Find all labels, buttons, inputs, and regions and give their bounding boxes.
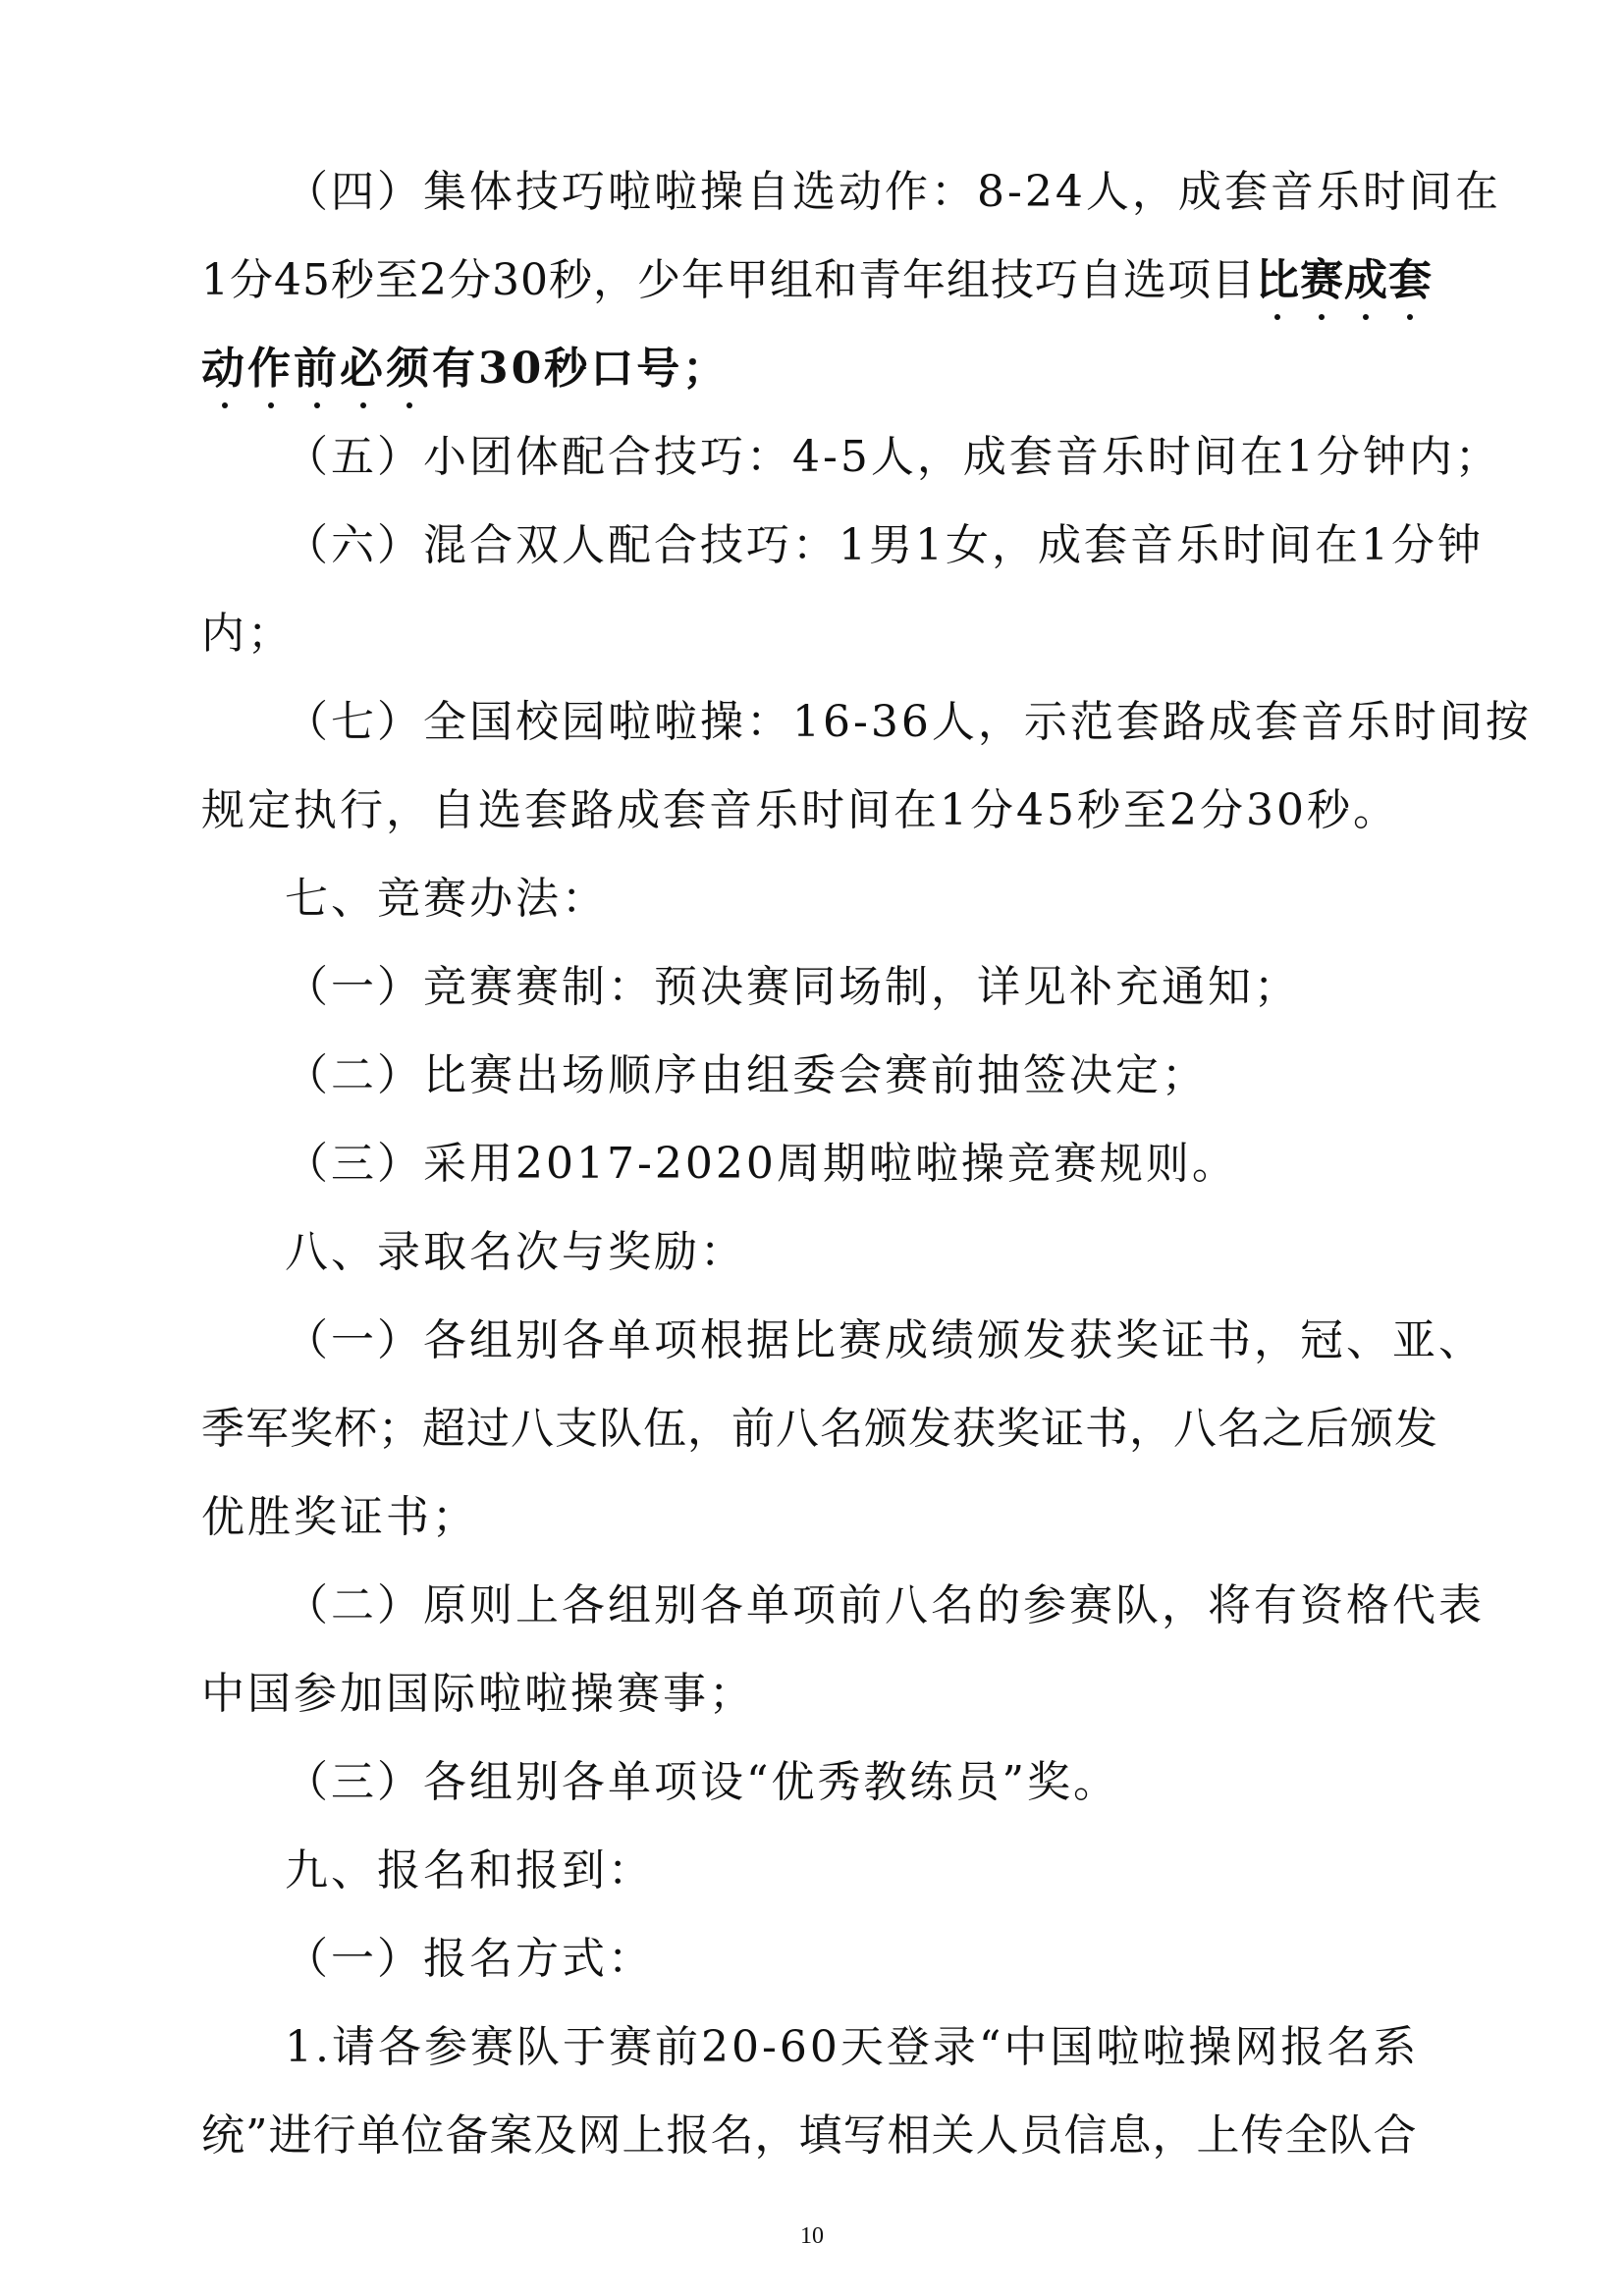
section-heading: 九、报名和报到： [285,1845,654,1896]
text-line [201,251,1438,310]
text-line: 统”进行单位备案及网上报名，填写相关人员信息，上传全队合 [201,2110,1418,2161]
emphasis-line-dotted [201,340,1438,399]
emphasis-dot-char: 比 [1256,251,1300,310]
text-line: （二）原则上各组别各单项前八名的参赛队，将有资格代表 [285,1580,1485,1630]
text-line: （二）比赛出场顺序由组委会赛前抽签决定； [285,1050,1208,1100]
emphasis-dot-char: 动 [201,340,247,399]
text-line: 规定执行，自选套路成套音乐时间在1分45秒至2分30秒。 [201,785,1399,835]
text-span: 1分45秒至2分30秒，少年甲组和青年组技巧自选项目 [201,255,1256,305]
emphasis-char: 秒 [544,344,591,394]
text-line: 内； [201,609,294,659]
text-line: 优胜奖证书； [201,1492,478,1542]
emphasis-dot-char: 前 [294,340,340,399]
emphasis-dot-char: 成 [1344,251,1388,310]
emphasis-char: 号 [636,344,683,394]
text-line: 季军奖杯；超过八支队伍，前八名颁发获奖证书，八名之后颁发 [201,1404,1438,1454]
emphasis-dot-char: 赛 [1300,251,1344,310]
text-line: （三）各组别各单项设“优秀教练员”奖。 [285,1757,1119,1807]
text-line: （七）全国校园啦啦操：16-36人，示范套路成套音乐时间按 [285,697,1532,747]
text-line: 1.请各参赛队于赛前20-60天登录“中国啦啦操网报名系 [285,2022,1420,2072]
emphasis-dot-char: 套 [1388,251,1433,310]
text-line: （四）集体技巧啦啦操自选动作：8-24人，成套音乐时间在 [285,167,1501,217]
section-heading: 八、录取名次与奖励： [285,1227,746,1277]
emphasis-dotted-container [201,344,729,394]
emphasis-dot-char: 须 [386,340,432,399]
emphasis-char: 3 [478,344,512,394]
emphasis-text-dotted [1256,255,1433,305]
text-line: （一）报名方式： [285,1934,654,1984]
text-line: （一）竞赛赛制：预决赛同场制，详见补充通知； [285,962,1300,1012]
emphasis-char: 口 [590,344,637,394]
text-line: （五）小团体配合技巧：4-5人，成套音乐时间在1分钟内； [285,432,1501,482]
emphasis-char: 有 [432,344,478,394]
emphasis-dot-char: 作 [247,340,294,399]
page-number: 10 [800,2223,824,2249]
emphasis-char: ； [682,344,730,394]
section-heading: 七、竞赛办法： [285,874,608,924]
emphasis-char: 0 [511,344,545,394]
text-line: （六）混合双人配合技巧：1男1女，成套音乐时间在1分钟 [285,520,1484,570]
emphasis-dot-char: 必 [340,340,386,399]
text-line: （三）采用2017-2020周期啦啦操竞赛规则。 [285,1139,1238,1189]
text-line: 中国参加国际啦啦操赛事； [201,1669,755,1719]
text-line: （一）各组别各单项根据比赛成绩颁发获奖证书，冠、亚、 [285,1315,1485,1365]
